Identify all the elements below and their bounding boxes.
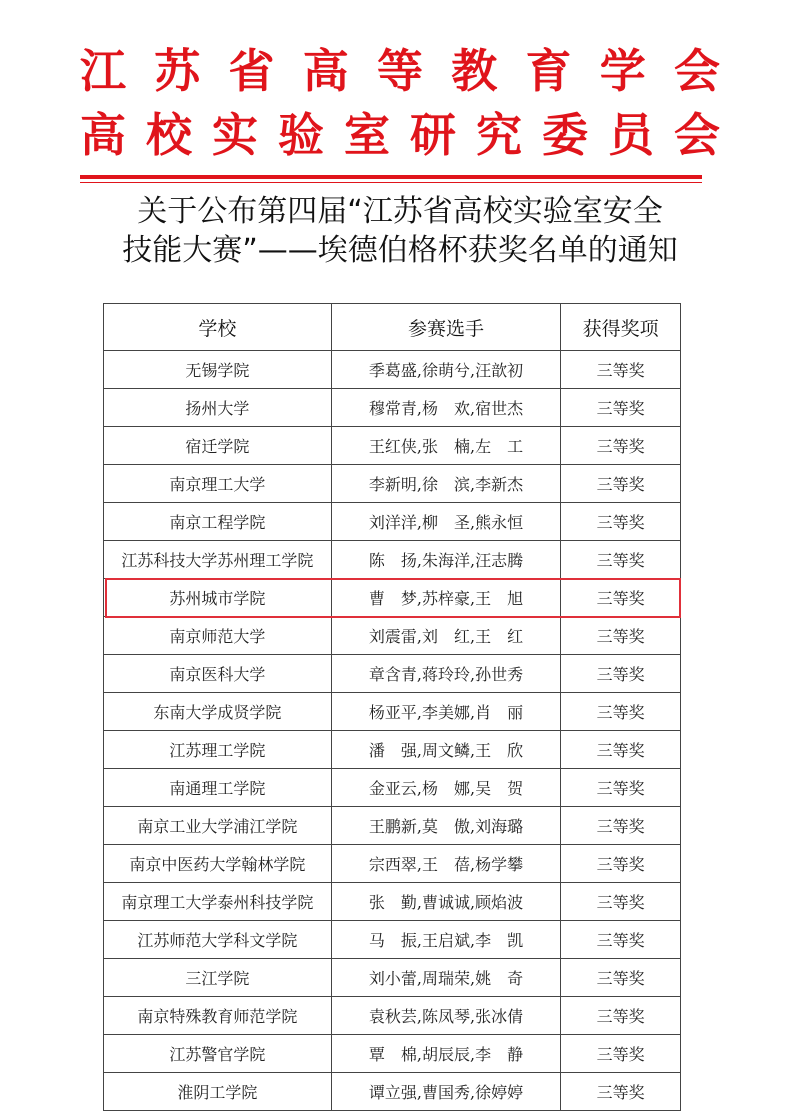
cell-school: 南京工业大学浦江学院 — [104, 807, 332, 845]
org-name-char: 育 — [525, 44, 572, 98]
org-name-char: 室 — [344, 108, 390, 162]
cell-participants: 章含青,蒋玲玲,孙世秀 — [331, 655, 561, 693]
cell-school: 南京师范大学 — [104, 617, 332, 655]
org-name-line2 — [80, 108, 720, 162]
org-name-char: 员 — [608, 108, 654, 162]
table-row — [104, 769, 681, 807]
cell-school: 苏州城市学院 — [104, 579, 332, 617]
cell-award: 三等奖 — [561, 503, 681, 541]
cell-award: 三等奖 — [561, 427, 681, 465]
table-row — [104, 997, 681, 1035]
table-header-row — [104, 304, 681, 351]
table-row — [104, 579, 681, 617]
header-award: 获得奖项 — [561, 304, 681, 351]
cell-award: 三等奖 — [561, 693, 681, 731]
cell-participants: 王红侠,张 楠,左 工 — [331, 427, 561, 465]
cell-school: 宿迁学院 — [104, 427, 332, 465]
org-name-char: 实 — [212, 108, 258, 162]
cell-school: 南京理工大学 — [104, 465, 332, 503]
cell-participants: 潘 强,周文鳞,王 欣 — [331, 731, 561, 769]
table-row — [104, 465, 681, 503]
cell-school: 江苏师范大学科文学院 — [104, 921, 332, 959]
org-name-char: 等 — [377, 44, 423, 98]
table-row — [104, 655, 681, 693]
cell-participants: 刘震雷,刘 红,王 红 — [331, 617, 561, 655]
cell-award: 三等奖 — [561, 541, 681, 579]
cell-award: 三等奖 — [561, 1073, 681, 1111]
table-row — [104, 389, 681, 427]
cell-participants: 刘洋洋,柳 圣,熊永恒 — [331, 503, 561, 541]
org-name-char: 校 — [146, 108, 192, 162]
award-table — [103, 303, 681, 1111]
org-name-char: 究 — [476, 108, 522, 162]
table-row — [104, 845, 681, 883]
org-name-char: 委 — [542, 108, 588, 162]
cell-participants: 季葛盛,徐萌兮,汪歆初 — [331, 351, 561, 389]
table-row — [104, 617, 681, 655]
cell-participants: 马 振,王启斌,李 凯 — [331, 921, 561, 959]
table-row — [104, 731, 681, 769]
org-name-char: 学 — [599, 44, 646, 98]
cell-school: 南通理工学院 — [104, 769, 332, 807]
cell-award: 三等奖 — [561, 807, 681, 845]
cell-award: 三等奖 — [561, 617, 681, 655]
cell-school: 南京医科大学 — [104, 655, 332, 693]
cell-participants: 王鹏新,莫 傲,刘海璐 — [331, 807, 561, 845]
org-name-char: 验 — [278, 108, 324, 162]
cell-school: 无锡学院 — [104, 351, 332, 389]
table-row — [104, 1035, 681, 1073]
cell-award: 三等奖 — [561, 845, 681, 883]
cell-participants: 袁秋芸,陈凤琴,张冰倩 — [331, 997, 561, 1035]
cell-award: 三等奖 — [561, 921, 681, 959]
table-row — [104, 541, 681, 579]
table-row — [104, 921, 681, 959]
cell-participants: 金亚云,杨 娜,吴 贺 — [331, 769, 561, 807]
table-row — [104, 427, 681, 465]
header-divider-thick — [80, 175, 702, 179]
cell-school: 南京工程学院 — [104, 503, 332, 541]
cell-award: 三等奖 — [561, 389, 681, 427]
cell-participants: 李新明,徐 滨,李新杰 — [331, 465, 561, 503]
cell-school: 江苏理工学院 — [104, 731, 332, 769]
cell-school: 淮阴工学院 — [104, 1073, 332, 1111]
org-name-char: 高 — [80, 108, 126, 162]
cell-award: 三等奖 — [561, 959, 681, 997]
cell-award: 三等奖 — [561, 731, 681, 769]
org-name-char: 教 — [451, 44, 498, 98]
cell-school: 江苏警官学院 — [104, 1035, 332, 1073]
cell-participants: 穆常青,杨 欢,宿世杰 — [331, 389, 561, 427]
cell-award: 三等奖 — [561, 465, 681, 503]
table-row — [104, 959, 681, 997]
header-divider-thin — [80, 182, 702, 183]
cell-award: 三等奖 — [561, 769, 681, 807]
org-name-char: 江 — [80, 44, 126, 98]
cell-award: 三等奖 — [561, 655, 681, 693]
document-title-line1: 关于公布第四届“江苏省高校实验室安全 — [137, 194, 663, 229]
cell-participants: 张 勤,曹诚诚,顾焰波 — [331, 883, 561, 921]
table-row — [104, 807, 681, 845]
cell-award: 三等奖 — [561, 997, 681, 1035]
header-participants: 参赛选手 — [331, 304, 561, 351]
cell-participants: 宗西翠,王 蓓,杨学攀 — [331, 845, 561, 883]
cell-participants: 谭立强,曹国秀,徐婷婷 — [331, 1073, 561, 1111]
org-name-char: 研 — [410, 108, 456, 162]
cell-participants: 杨亚平,李美娜,肖 丽 — [331, 693, 561, 731]
cell-participants: 陈 扬,朱海洋,汪志腾 — [331, 541, 561, 579]
header-school: 学校 — [104, 304, 332, 351]
cell-school: 东南大学成贤学院 — [104, 693, 332, 731]
cell-school: 南京中医药大学翰林学院 — [104, 845, 332, 883]
table-row — [104, 883, 681, 921]
table-row — [104, 693, 681, 731]
cell-participants: 覃 棉,胡辰辰,李 静 — [331, 1035, 561, 1073]
org-name-char: 会 — [674, 44, 720, 98]
table-row — [104, 1073, 681, 1111]
cell-school: 扬州大学 — [104, 389, 332, 427]
cell-participants: 曹 梦,苏梓豪,王 旭 — [331, 579, 561, 617]
cell-award: 三等奖 — [561, 351, 681, 389]
cell-school: 南京特殊教育师范学院 — [104, 997, 332, 1035]
org-name-line1 — [80, 44, 720, 98]
table-row — [104, 503, 681, 541]
cell-award: 三等奖 — [561, 1035, 681, 1073]
cell-participants: 刘小蕾,周瑞荣,姚 奇 — [331, 959, 561, 997]
cell-school: 南京理工大学泰州科技学院 — [104, 883, 332, 921]
document-title-line2: 技能大赛”——埃德伯格杯获奖名单的通知 — [122, 233, 678, 268]
org-name-char: 苏 — [154, 44, 201, 98]
org-name-char: 高 — [302, 44, 349, 98]
cell-school: 江苏科技大学苏州理工学院 — [104, 541, 332, 579]
cell-school: 三江学院 — [104, 959, 332, 997]
cell-award: 三等奖 — [561, 883, 681, 921]
table-row — [104, 351, 681, 389]
org-name-char: 省 — [228, 44, 275, 98]
org-name-char: 会 — [674, 108, 720, 162]
cell-award: 三等奖 — [561, 579, 681, 617]
